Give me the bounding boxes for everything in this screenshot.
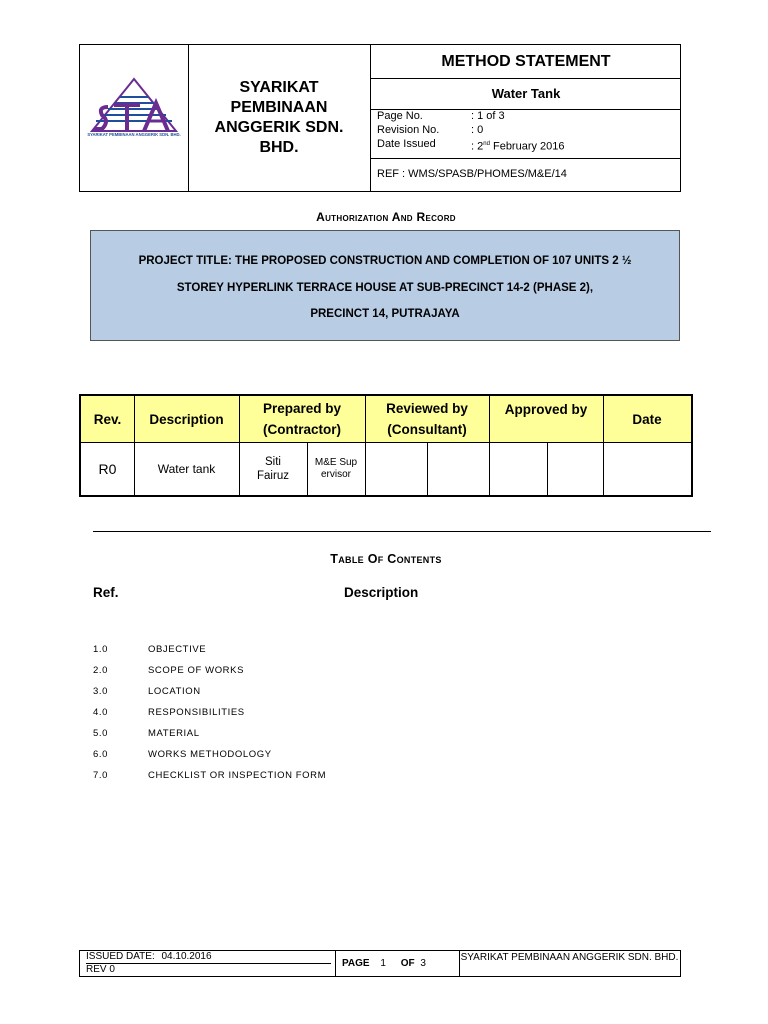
svg-text:SYARIKAT PEMBINAAN ANGGERIK SD: SYARIKAT PEMBINAAN ANGGERIK SDN. BHD.: [87, 132, 181, 137]
footer-issue-info: [80, 951, 336, 976]
footer-page-label: PAGE: [342, 958, 370, 969]
info-value: : 2nd February 2016: [471, 140, 565, 153]
revision-table: [79, 394, 693, 497]
toc-item-number: 7.0: [93, 770, 109, 781]
header-prepared-by: Prepared by (Contractor): [262, 401, 342, 437]
document-subject: Water Tank: [371, 78, 681, 110]
info-value: : 0: [471, 124, 484, 136]
row-date: [603, 443, 691, 495]
footer-page-total: 3: [420, 958, 426, 969]
project-line: STOREY HYPERLINK TERRACE HOUSE AT SUB-PRECINCT 14-2 (PHASE 2),: [176, 282, 594, 294]
header-rev: Rev.: [93, 411, 122, 427]
toc-item-number: 2.0: [93, 665, 109, 676]
info-value: : 1 of 3: [471, 110, 505, 122]
footer-rev: REV 0: [86, 964, 115, 975]
row-prepared-by: Siti Fairuz: [257, 456, 289, 482]
header-date: Date: [632, 411, 662, 427]
document-title: METHOD STATEMENT: [371, 45, 681, 79]
row-rev: R0: [98, 461, 117, 477]
toc-col-ref: Ref.: [93, 585, 119, 600]
footer-issued-value: 04.10.2016: [161, 951, 212, 962]
info-label: Date Issued: [377, 138, 436, 150]
toc-item-number: 4.0: [93, 707, 109, 718]
project-line: PROJECT TITLE: THE PROPOSED CONSTRUCTION AND COMPLETION OF 107 UNITS 2 ½: [138, 255, 632, 267]
footer-issued-label: ISSUED DATE:: [86, 951, 155, 962]
toc-item-label: WORKS METHODOLOGY: [148, 749, 272, 760]
document-footer: [79, 950, 681, 977]
document-reference: REF : WMS/SPASB/PHOMES/M&E/14: [377, 168, 567, 180]
header-approved-by: Approved by: [504, 401, 588, 417]
header-reviewed-by: Reviewed by (Consultant): [386, 401, 468, 437]
toc-item-label: RESPONSIBILITIES: [148, 707, 245, 718]
info-label: Page No.: [377, 110, 423, 122]
row-prepared-role: M&E Supervisor: [314, 457, 358, 480]
toc-item-label: SCOPE OF WORKS: [148, 665, 245, 676]
footer-page-number: [335, 951, 460, 976]
header-description: Description: [149, 411, 224, 427]
revision-table-header: [81, 396, 691, 443]
toc-col-description: Description: [344, 585, 419, 600]
toc-item-number: 1.0: [93, 644, 109, 655]
footer-company: SYARIKAT PEMBINAAN ANGGERIK SDN. BHD.: [460, 952, 679, 963]
footer-page-current: 1: [380, 958, 386, 969]
toc-item-label: MATERIAL: [148, 728, 200, 739]
project-line: PRECINCT 14, PUTRAJAYA: [310, 308, 460, 320]
company-logo: [80, 45, 188, 191]
row-reviewed-by: [365, 443, 427, 495]
toc-item-number: 3.0: [93, 686, 109, 697]
authorization-title: Authorization And Record: [316, 210, 456, 224]
section-divider: [93, 531, 711, 532]
company-logo-cell: [80, 45, 189, 191]
toc-item-label: OBJECTIVE: [148, 644, 207, 655]
document-info: [371, 109, 681, 159]
footer-of-label: OF: [400, 958, 415, 969]
toc-item-label: LOCATION: [148, 686, 201, 697]
row-approved-by: [489, 443, 547, 495]
footer-issued-date: [86, 951, 331, 964]
toc-item-number: 6.0: [93, 749, 109, 760]
company-name: SYARIKAT PEMBINAAN ANGGERIK SDN. BHD.: [188, 45, 371, 191]
project-title-box: [90, 230, 680, 341]
toc-title: Table Of Contents: [330, 552, 442, 566]
info-label: Revision No.: [377, 124, 440, 136]
document-header: [79, 44, 681, 192]
header-right-panel: [371, 45, 681, 191]
toc-item-number: 5.0: [93, 728, 109, 739]
toc-item-label: CHECKLIST OR INSPECTION FORM: [148, 770, 327, 781]
row-description: Water tank: [157, 462, 216, 476]
